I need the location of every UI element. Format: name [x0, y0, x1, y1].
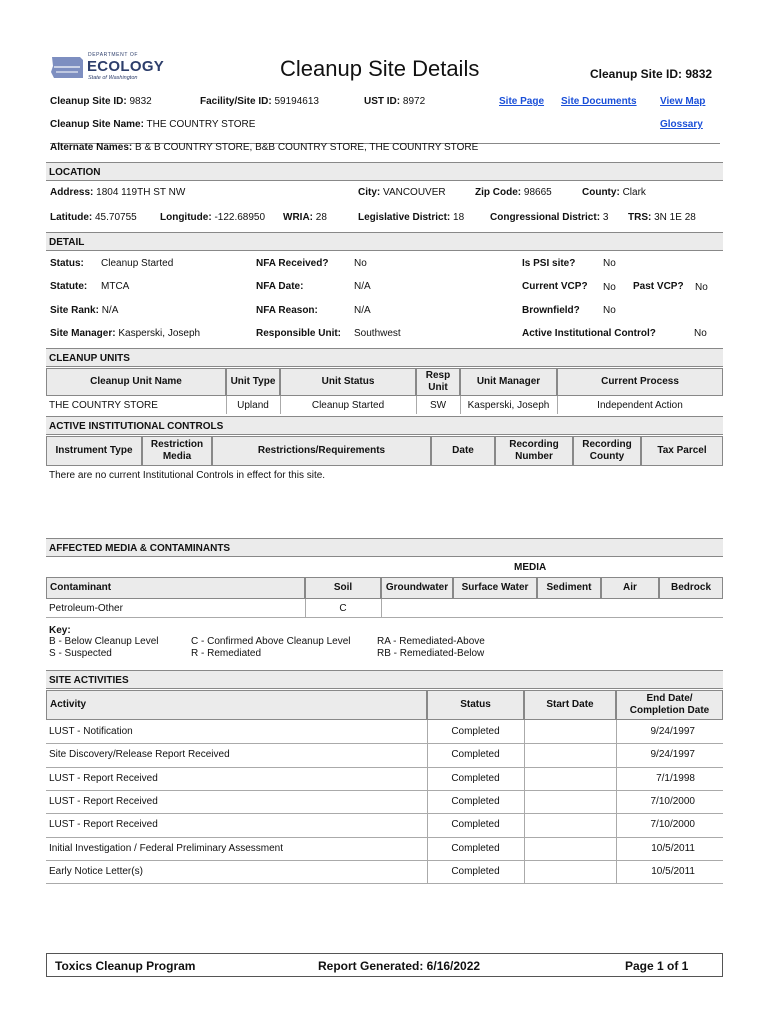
footer: [46, 953, 723, 977]
key-remediated: R - Remediated: [191, 648, 262, 659]
affected-media-section-header: AFFECTED MEDIA & CONTAMINANTS: [46, 538, 723, 557]
cu-header-unit-type: Unit Type: [226, 368, 280, 396]
washington-state-icon: [50, 54, 86, 80]
key-suspected: S - Suspected: [49, 648, 112, 659]
footer-report-generated: Report Generated: 6/16/2022: [318, 959, 481, 973]
ust-id: UST ID: 8972: [364, 96, 426, 107]
media-cell-sediment: [537, 599, 601, 617]
latitude: Latitude: 45.70755: [50, 212, 137, 223]
nfa-date-value: N/A: [354, 281, 371, 292]
legislative-district: Legislative District: 18: [358, 212, 465, 223]
site-activities-section-header: SITE ACTIVITIES: [46, 670, 723, 689]
past-vcp-value: No: [695, 282, 708, 293]
activity-name: LUST - Report Received: [49, 772, 158, 784]
media-cell-bedrock: [659, 599, 723, 617]
location-section-header: LOCATION: [46, 162, 723, 181]
ic-header-date: Date: [431, 436, 495, 466]
activity-row-divider: [46, 883, 723, 884]
ic-header-restrictions: Restrictions/Requirements: [212, 436, 431, 466]
act-header-activity: Activity: [46, 690, 427, 720]
cu-cell-current-process: Independent Action: [597, 399, 683, 411]
psi-site-label: Is PSI site?: [522, 258, 576, 269]
alternate-names: Alternate Names: B & B COUNTRY STORE, B&B COUNTRY STORE, THE COUNTRY STORE: [50, 142, 479, 153]
statute-label: Statute:: [50, 281, 88, 292]
current-vcp-label: Current VCP?: [522, 281, 588, 292]
media-cell-air: [601, 599, 659, 617]
media-header: MEDIA: [514, 562, 547, 573]
media-header-air: Air: [601, 577, 659, 599]
psi-site-value: No: [603, 258, 616, 269]
brownfield-label: Brownfield?: [522, 305, 580, 316]
responsible-unit-label: Responsible Unit:: [256, 328, 342, 339]
media-header-groundwater: Groundwater: [381, 577, 453, 599]
cu-cell-unit-status: Cleanup Started: [311, 399, 385, 411]
activity-end-date: 10/5/2011: [651, 842, 695, 854]
facility-site-id: Facility/Site ID: 59194613: [200, 96, 319, 107]
media-cell-surface-water: [453, 599, 537, 617]
past-vcp-label: Past VCP?: [633, 281, 684, 292]
ic-header-instrument-type: Instrument Type: [46, 436, 142, 466]
logo-state-text: State of Washington: [88, 75, 138, 81]
county: County: Clark: [582, 187, 646, 198]
nfa-date-label: NFA Date:: [256, 281, 304, 292]
status-label: Status:: [50, 258, 84, 269]
cu-header-resp-unit: Resp Unit: [416, 368, 460, 396]
media-cell-groundwater: [381, 599, 453, 617]
media-header-surface-water: Surface Water: [453, 577, 537, 599]
ic-header-restriction-media: Restriction Media: [142, 436, 212, 466]
activity-column-divider: [427, 720, 428, 883]
wria: WRIA: 28: [283, 212, 327, 223]
address: Address: 1804 119TH ST NW: [50, 187, 186, 198]
activity-end-date: 7/1/1998: [656, 772, 695, 784]
activity-status: Completed: [451, 819, 500, 831]
ic-header-tax-parcel: Tax Parcel: [641, 436, 723, 466]
cu-header-unit-status: Unit Status: [280, 368, 416, 396]
activity-end-date: 7/10/2000: [650, 796, 695, 808]
media-key-title: Key:: [49, 625, 71, 636]
cu-header-unit-manager: Unit Manager: [460, 368, 557, 396]
activity-name: Initial Investigation / Federal Preliminary Assessment: [49, 842, 283, 854]
activity-name: Site Discovery/Release Report Received: [49, 749, 230, 761]
activity-start-date: [524, 860, 616, 883]
activity-start-date: [524, 837, 616, 860]
activity-status: Completed: [451, 842, 500, 854]
activity-end-date: 10/5/2011: [651, 865, 695, 877]
brownfield-value: No: [603, 305, 616, 316]
activity-column-divider: [616, 720, 617, 883]
key-remediated-above: RA - Remediated-Above: [377, 636, 485, 647]
cu-header-current-process: Current Process: [557, 368, 723, 396]
cu-cell-name: THE COUNTRY STORE: [49, 399, 158, 411]
media-header-contaminant: Contaminant: [46, 577, 305, 599]
footer-program: Toxics Cleanup Program: [55, 959, 196, 973]
activity-end-date: 9/24/1997: [650, 749, 695, 761]
activity-column-divider: [524, 720, 525, 883]
site-rank: Site Rank: N/A: [50, 305, 119, 316]
city: City: VANCOUVER: [358, 187, 446, 198]
activity-status: Completed: [451, 749, 500, 761]
cu-cell-resp-unit: SW: [429, 399, 447, 411]
cu-cell-unit-type: Upland: [237, 399, 269, 411]
trs: TRS: 3N 1E 28: [628, 212, 696, 223]
key-below-cleanup-level: B - Below Cleanup Level: [49, 636, 159, 647]
activity-status: Completed: [451, 796, 500, 808]
page-title: Cleanup Site Details: [280, 56, 480, 81]
ic-empty-note: There are no current Institutional Controls in effect for this site.: [49, 470, 326, 481]
site-documents-link[interactable]: Site Documents: [561, 96, 637, 107]
cleanup-site-id: Cleanup Site ID: 9832: [50, 96, 152, 107]
congressional-district: Congressional District: 3: [490, 212, 609, 223]
nfa-reason-value: N/A: [354, 305, 371, 316]
activity-status: Completed: [451, 772, 500, 784]
act-header-status: Status: [427, 690, 524, 720]
cu-header-name: Cleanup Unit Name: [46, 368, 226, 396]
site-page-link[interactable]: Site Page: [499, 96, 545, 107]
act-header-end-date: End Date/ Completion Date: [616, 690, 723, 720]
media-header-sediment: Sediment: [537, 577, 601, 599]
logo-department-text: DEPARTMENT OF: [88, 52, 139, 58]
statute-value: MTCA: [101, 281, 130, 292]
ecology-logo: [50, 50, 165, 82]
media-cell-contaminant: Petroleum-Other: [49, 602, 123, 614]
activity-start-date: [524, 743, 616, 766]
activity-start-date: [524, 767, 616, 790]
view-map-link[interactable]: View Map: [660, 96, 706, 107]
glossary-link[interactable]: Glossary: [660, 119, 703, 130]
site-manager: Site Manager: Kasperski, Joseph: [50, 328, 201, 339]
ic-header-recording-number: Recording Number: [495, 436, 573, 466]
activity-name: Early Notice Letter(s): [49, 865, 143, 877]
media-header-bedrock: Bedrock: [659, 577, 723, 599]
cleanup-site-name: Cleanup Site Name: THE COUNTRY STORE: [50, 119, 256, 130]
status-value: Cleanup Started: [101, 258, 174, 269]
active-institutional-control-value: No: [694, 328, 707, 339]
detail-section-header: DETAIL: [46, 232, 723, 251]
activity-name: LUST - Report Received: [49, 796, 158, 808]
activity-start-date: [524, 720, 616, 743]
activity-name: LUST - Notification: [49, 726, 133, 738]
nfa-received-value: No: [354, 258, 367, 269]
activity-status: Completed: [451, 726, 500, 738]
institutional-controls-section-header: ACTIVE INSTITUTIONAL CONTROLS: [46, 416, 723, 435]
longitude: Longitude: -122.68950: [160, 212, 266, 223]
media-header-soil: Soil: [305, 577, 381, 599]
cleanup-units-section-header: CLEANUP UNITS: [46, 348, 723, 367]
activity-start-date: [524, 813, 616, 836]
active-institutional-control-label: Active Institutional Control?: [522, 328, 656, 339]
ic-header-recording-county: Recording County: [573, 436, 641, 466]
key-remediated-below: RB - Remediated-Below: [377, 648, 485, 659]
nfa-reason-label: NFA Reason:: [256, 305, 318, 316]
footer-page-number: Page 1 of 1: [625, 959, 689, 973]
responsible-unit-value: Southwest: [354, 328, 401, 339]
logo-ecology-text: ECOLOGY: [87, 58, 165, 75]
zip-code: Zip Code: 98665: [475, 187, 552, 198]
act-header-start-date: Start Date: [524, 690, 616, 720]
media-cell-soil: C: [339, 602, 347, 614]
activity-start-date: [524, 790, 616, 813]
activity-status: Completed: [451, 865, 500, 877]
activity-end-date: 7/10/2000: [650, 819, 695, 831]
activity-end-date: 9/24/1997: [650, 726, 695, 738]
nfa-received-label: NFA Received?: [256, 258, 329, 269]
current-vcp-value: No: [603, 282, 616, 293]
header-site-id: Cleanup Site ID: 9832: [590, 67, 713, 81]
key-confirmed-above: C - Confirmed Above Cleanup Level: [191, 636, 351, 647]
cu-cell-unit-manager: Kasperski, Joseph: [467, 399, 550, 411]
activity-name: LUST - Report Received: [49, 819, 158, 831]
